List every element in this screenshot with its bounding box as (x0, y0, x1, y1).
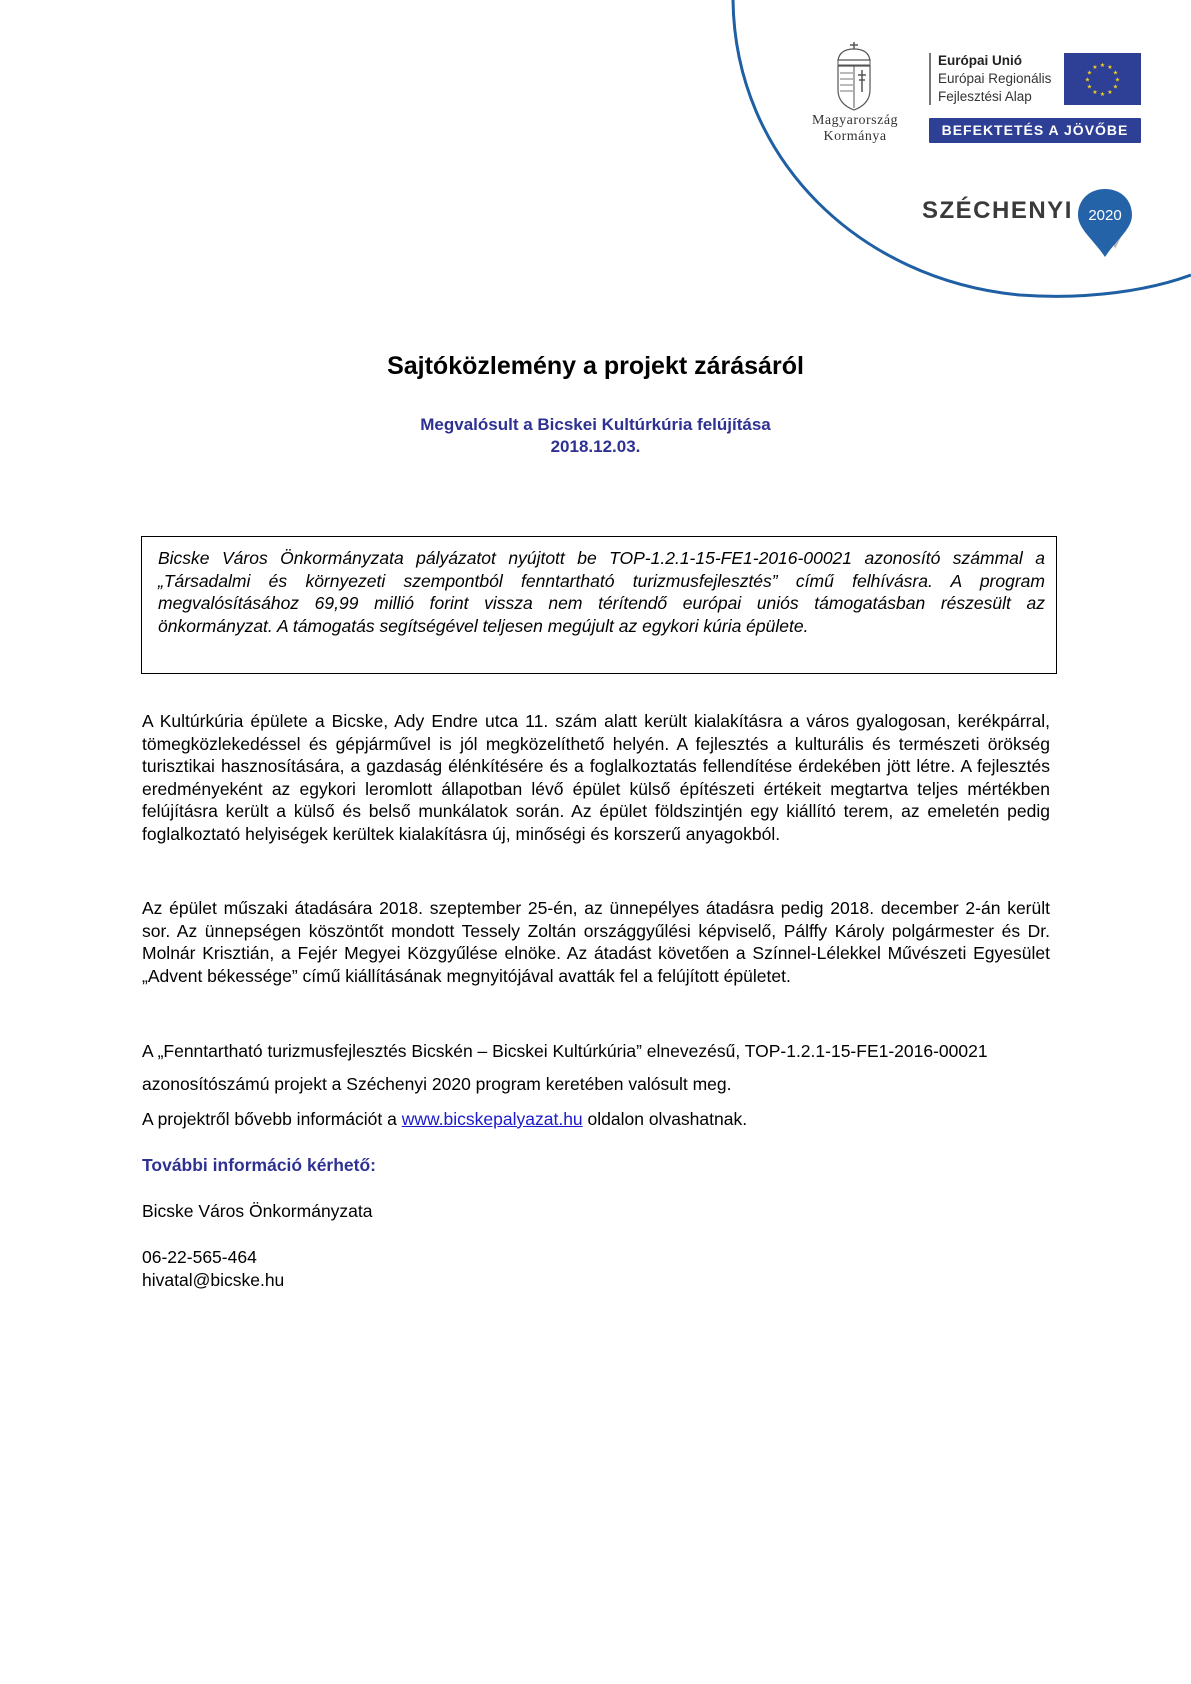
document-date: 2018.12.03. (550, 437, 641, 456)
contact-details (142, 1246, 284, 1291)
svg-text:★: ★ (1084, 76, 1091, 84)
gov-line-1: Magyarország (811, 113, 899, 128)
paragraph-handover: Az épület műszaki átadására 2018. szeptember 25-én, az ünnepélyes átadásra pedig 2018. december 2-án került sor. Az ünnepségen köszöntőt mondott Tessely Zoltán országgyűlési képviselő, Pálffy Károly polgármester és Dr. Molnár Krisztián, a Fejér Megyei Közgyűlése elnöke. Az átadást követően a Színnel-Lélekkel Művészeti Egyesület „Advent békessége” című kiállításának megnyitójával avatták fel a felújított épületet. (142, 898, 1050, 986)
document-subtitle-block (0, 414, 1191, 458)
svg-text:★: ★ (1114, 76, 1121, 84)
gov-line-2: Kormánya (823, 129, 887, 144)
svg-text:★: ★ (1099, 91, 1106, 98)
paragraph-project: A „Fenntartható turizmusfejlesztés Bicskén – Bicskei Kultúrkúria” elnevezésű, TOP-1.2.1-15-FE1-2016-00021 azonosítószámú projekt a Széchenyi 2020 program keretében valósult meg. (142, 1041, 988, 1094)
eu-fund-line-2: Fejlesztési Alap (938, 89, 1032, 104)
contact-email[interactable]: hivatal@bicske.hu (142, 1269, 285, 1290)
hungarian-coat-of-arms-icon (826, 40, 882, 112)
svg-text:★: ★ (1086, 69, 1093, 77)
svg-text:★: ★ (1099, 62, 1106, 69)
project-website-link[interactable]: www.bicskepalyazat.hu (401, 1109, 583, 1129)
document-title: Sajtóközlemény a projekt zárásáról (387, 352, 804, 380)
eu-logo-divider (929, 53, 931, 105)
paragraph-more-info (142, 1108, 1050, 1131)
document-subtitle: Megvalósult a Bicskei Kultúrkúria felújítása (420, 415, 771, 434)
summary-box (141, 536, 1057, 674)
government-logo-text (790, 113, 920, 145)
map-pin-icon (1075, 187, 1135, 259)
svg-text:★: ★ (1092, 89, 1098, 96)
contact-heading: További információ kérhető: (142, 1155, 377, 1175)
eu-fund-line-1: Európai Regionális (938, 71, 1052, 86)
paragraph-building: A Kultúrkúria épülete a Bicske, Ady Endre utca 11. szám alatt került kialakításra a város gyalogosan, kerékpárral, tömegközlekedéssel és gépjárművel is jól megközelíthető helyén. A fejlesztés a kulturális és természeti örökség turisztikai hasznosítására, a gazdaság élénkítésére és a foglalkoztatás fellendítése érdekében jött létre. A fejlesztés eredményeként az egykori leromlott állapotban lévő épület külső építészeti értékeit megtartva teljes mértékben felújításra került a külső és belső munkálatok során. Az épület földszintjén egy kiállító terem, az emeletén pedig foglalkoztató helyiségek kerültek kialakításra új, minőségi és korszerű anyagokból. (142, 711, 1050, 844)
eu-title: Európai Unió (938, 53, 1022, 68)
svg-text:★: ★ (1107, 89, 1113, 96)
contact-phone: 06-22-565-464 (142, 1247, 257, 1267)
eu-investment-banner: BEFEKTETÉS A JÖVŐBE (929, 118, 1141, 143)
more-info-text-before: A projektről bővebb információt a (142, 1109, 402, 1129)
svg-text:★: ★ (1112, 69, 1119, 77)
szechenyi-logo-text: SZÉCHENYI (922, 197, 1073, 224)
more-info-text-after: oldalon olvashatnak. (582, 1109, 748, 1129)
eu-flag-icon (1064, 53, 1141, 105)
svg-text:★: ★ (1112, 83, 1119, 91)
decorative-arc (0, 0, 1191, 300)
contact-organization: Bicske Város Önkormányzata (142, 1201, 373, 1221)
szechenyi-year: 2020 (1088, 207, 1122, 224)
summary-text: Bicske Város Önkormányzata pályázatot nyújtott be TOP-1.2.1-15-FE1-2016-00021 azonosító számmal a „Társadalmi és környezeti szempontból fenntartható turizmusfejlesztés” című felhívásra. A program megvalósításához 69,99 millió forint vissza nem térítendő európai uniós támogatásban részesült az önkormányzat. A támogatás segítségével teljesen megújult az egykori kúria épülete. (158, 548, 1045, 636)
eu-logo-text (938, 52, 1051, 106)
svg-text:★: ★ (1086, 83, 1093, 91)
svg-text:★: ★ (1092, 64, 1098, 71)
svg-text:★: ★ (1107, 64, 1113, 71)
